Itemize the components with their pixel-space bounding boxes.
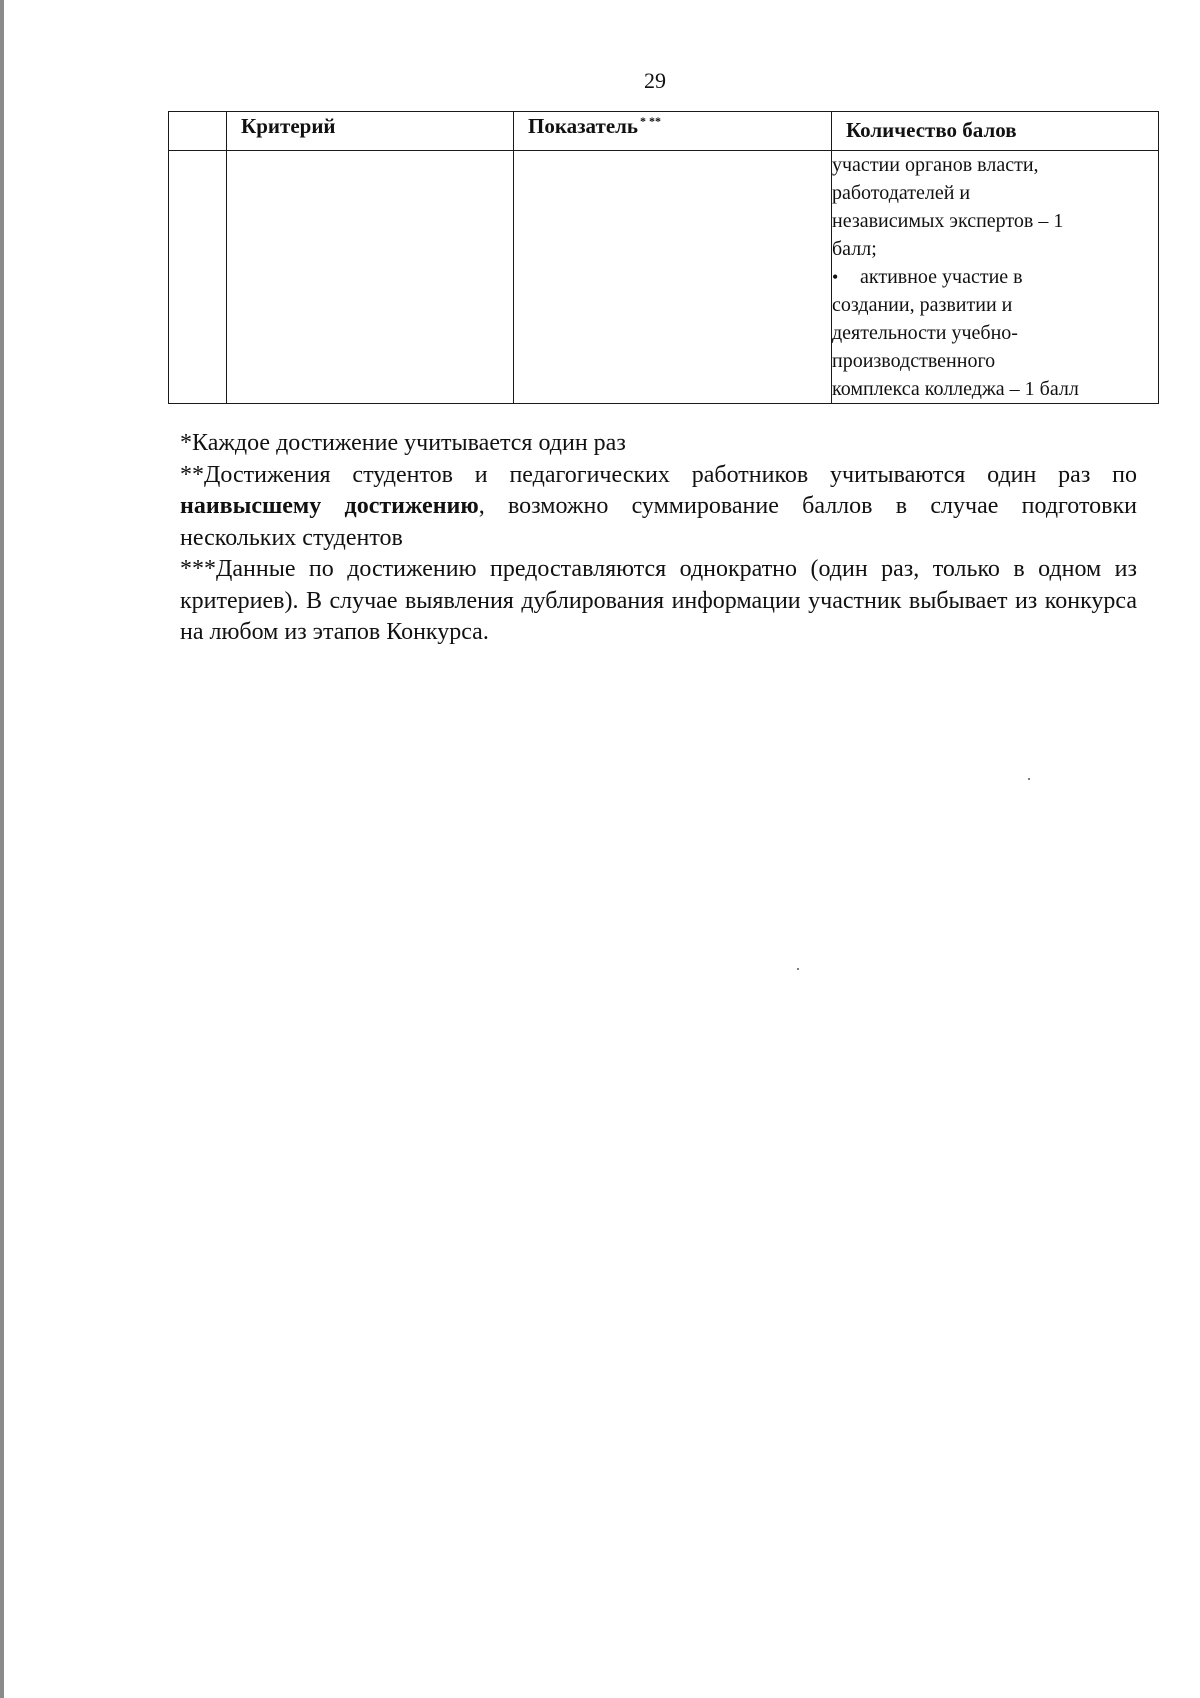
bullet-item-text: активное участие в <box>860 266 1023 288</box>
row-indicator-cell <box>514 151 832 404</box>
header-score-label: Количество балов <box>846 118 1017 142</box>
row-number-cell <box>169 151 227 404</box>
score-line: деятельности учебно- <box>832 322 1018 344</box>
footnotes <box>180 428 1137 649</box>
footnote-2-text-start: **Достижения студентов и педагогических работников учитываются один раз по <box>180 461 1137 488</box>
header-criterion <box>227 112 514 151</box>
score-line: создании, развитии и <box>832 294 1013 316</box>
criteria-table <box>168 111 1159 404</box>
scan-speck <box>797 968 799 970</box>
page-number: 29 <box>644 68 666 93</box>
footnote-1: *Каждое достижение учитывается один раз <box>180 430 626 456</box>
scan-speck <box>1028 778 1030 780</box>
footnote-2 <box>180 460 1137 555</box>
bullet-item <box>832 263 1158 291</box>
footnote-3: ***Данные по достижению предоставляются однократно (один раз, только в одном из критериев). В случае выявления дублирования информации участник выбывает из конкурса на любом из этапов Конкурса. <box>180 556 1137 645</box>
header-criterion-label: Критерий <box>241 114 336 138</box>
header-indicator-label: Показатель <box>528 114 639 138</box>
score-line: производственного <box>832 350 996 372</box>
header-indicator <box>514 112 832 151</box>
footnote-2-emphasis: наивысшему достижению <box>180 493 479 519</box>
score-line: балл; <box>832 238 877 260</box>
score-line: независимых экспертов – 1 <box>832 210 1064 232</box>
footnote-2-text-end: , возможно суммирование баллов в случае подготовки нескольких студентов <box>180 493 1137 551</box>
header-indicator-footnote-marks: * ** <box>640 114 662 128</box>
score-line: комплекса колледжа – 1 балл <box>832 378 1079 400</box>
header-number-cell <box>169 112 227 151</box>
scan-edge <box>0 0 4 1698</box>
score-line: участии органов власти, <box>832 154 1039 176</box>
header-score <box>832 112 1159 151</box>
score-line: работодателей и <box>832 182 971 204</box>
table-header-row <box>169 112 1159 151</box>
row-score-cell <box>832 151 1159 404</box>
row-criterion-cell <box>227 151 514 404</box>
bullet-icon: • <box>832 267 839 287</box>
table-row <box>169 151 1159 404</box>
